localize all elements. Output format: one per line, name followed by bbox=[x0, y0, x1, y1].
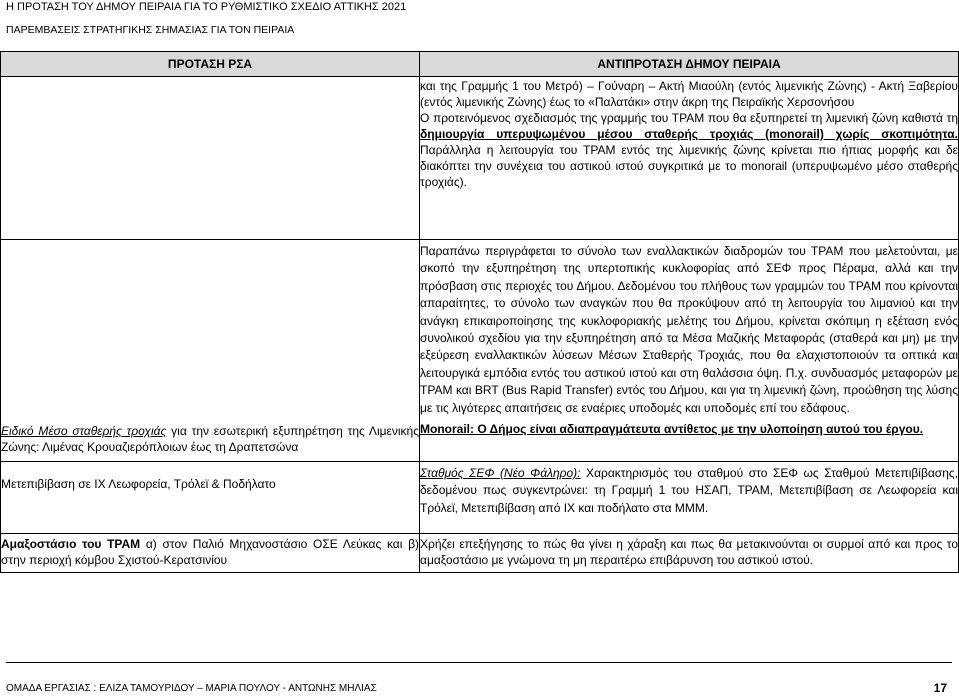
emphasis-text: Ο Δήμος είναι αδιαπραγμάτευτα αντίθετος με την υλοποίηση αυτού του έργου. bbox=[474, 422, 924, 437]
table-cell bbox=[1, 534, 420, 573]
comparison-table bbox=[0, 51, 959, 573]
table-cell bbox=[420, 462, 959, 534]
footer-team: ΟΜΑΔΑ ΕΡΓΑΣΙΑΣ : ΕΛΙΖΑ ΤΑΜΟΥΡΙΔΟΥ – ΜΑΡΙΑ ΠΟΥΛΟΥ - ΑΝΤΩΝΗΣ ΜΗΛΙΑΣ bbox=[6, 683, 377, 694]
document-header-subtitle: ΠΑΡΕΜΒΑΣΕΙΣ ΣΤΡΑΤΗΓΙΚΗΣ ΣΗΜΑΣΙΑΣ ΓΙΑ ΤΟΝ ΠΕΙΡΑΙΑ bbox=[6, 24, 295, 36]
table-cell bbox=[420, 77, 959, 240]
emphasis-text: Monorail: bbox=[420, 422, 474, 437]
paragraph: και της Γραμμής 1 του Μετρό) – Γούναρη – Ακτή Μιαούλη (εντός λιμενικής Ζώνης) - Ακτή Ξαβερίου (εντός λιμενικής Ζώνης) έως το «Παλατάκι» στην άκρη της Πειραϊκής Χερσονήσου bbox=[420, 79, 958, 109]
document-header-title: Η ΠΡΟΤΑΣΗ ΤΟΥ ΔΗΜΟΥ ΠΕΙΡΑΙΑ ΓΙΑ ΤΟ ΡΥΘΜΙΣΤΙΚΟ ΣΧΕΔΙΟ ΑΤΤΙΚΗΣ 2021 bbox=[6, 1, 407, 13]
table-cell: Μετεπιβίβαση σε ΙΧ Λεωφορεία, Τρόλεϊ & Ποδήλατο bbox=[1, 462, 420, 534]
page-number: 17 bbox=[933, 681, 947, 695]
emphasis-text: Σταθμός ΣΕΦ (Νέο Φάληρο): bbox=[420, 466, 581, 480]
paragraph bbox=[420, 421, 958, 438]
emphasis-text: Ειδικό Μέσο σταθερής τροχιάς bbox=[1, 424, 167, 438]
table-row bbox=[1, 240, 959, 462]
paragraph bbox=[420, 110, 958, 190]
emphasis-text: Αμαξοστάσιο του ΤΡΑΜ bbox=[1, 537, 141, 551]
table-header-row bbox=[1, 52, 959, 77]
table-cell: Χρήζει επεξήγησης το πώς θα γίνει η χάραξη και πως θα μετακινούνται οι συρμοί από και προς το αμαξοστάσιο με γνώμονα τη μη περαιτέρω επιβάρυνση του αστικού ιστού. bbox=[420, 534, 959, 573]
table-cell bbox=[1, 240, 420, 462]
table-row bbox=[1, 77, 959, 240]
footer-divider bbox=[6, 662, 952, 663]
table-cell bbox=[420, 240, 959, 462]
table-row bbox=[1, 462, 959, 534]
column-header-municipality: ΑΝΤΙΠΡΟΤΑΣΗ ΔΗΜΟΥ ΠΕΙΡΑΙΑ bbox=[420, 52, 959, 77]
table-cell-empty bbox=[1, 77, 420, 240]
paragraph: Παραπάνω περιγράφεται το σύνολο των εναλλακτικών διαδρομών του ΤΡΑΜ που μελετούνται, με σκοπό την εξυπηρέτηση της υπερτοπικής κυκλοφορίας από ΣΕΦ προς Πέραμα, αλλά και την πρόσβαση στις περιοχές του Δήμου. Δεδομένου του πλήθους των γραμμών του ΤΡΑΜ που κρίνονται απαραίτητες, το σύνολο των αναγκών που θα προκύψουν από τη λειτουργία του λιμανιού και την ανάγκη επικαιροποίησης της κυκλοφοριακής μελέτης του Δήμου, κρίνεται σκόπιμη η εξέταση ενός συνολικού σχεδίου για την εξυπηρέτηση από τα Μέσα Μαζικής Μεταφοράς (σταθερά και μη) με την εξεύρεση εναλλακτικών λύσεων Μέσων Σταθερής Τροχιάς, που θα ελαχιστοποιούν τα οπτικά και λειτουργικά εμπόδια εντός του αστικού ιστού και στη θαλάσσια όψη. Π.χ. συνδυασμός μεταφορών με ΤΡΑΜ και BRT (Bus Rapid Transfer) εντός του Δήμου, και για τη λιμενική ζώνη, προώθηση της λύσης με τις λιγότερες απαιτήσεις σε εναέριες υποδομές και υποδομές επί του εδάφους. bbox=[420, 244, 958, 415]
text-run: Χαρακτηρισμός του σταθμού στο ΣΕΦ ως Σταθμού Μετεπιβίβασης, δεδομένου πως συγκεντρώνει: τη Γραμμή 1 του ΗΣΑΠ, ΤΡΑΜ, Μετεπιβίβαση σε Λεωφορεία και Τρόλεϊ, Μετεπιβίβαση από ΙΧ και ποδήλατο στα ΜΜΜ. bbox=[420, 466, 958, 515]
text-run: Παράλληλα η λειτουργία του ΤΡΑΜ εντός της λιμενικής ζώνης κρίνεται πιο ήπιας μορφής και δε διακόπτει την συνέχεια του αστικού ιστού συγκριτικά με το monorail (υπερυψωμένο μέσο σταθερής τροχιάς). bbox=[420, 143, 958, 189]
text-run: Ο προτεινόμενος σχεδιασμός της γραμμής του ΤΡΑΜ που θα εξυπηρετεί τη λιμενική ζώνη καθιστά τη bbox=[420, 111, 958, 125]
column-header-rsa: ΠΡΟΤΑΣΗ ΡΣΑ bbox=[1, 52, 420, 77]
table-row bbox=[1, 534, 959, 573]
text-run: για την εσωτερική εξυπηρέτηση της Λιμενικής Ζώνης: Λιμένας Κρουαζιερόπλοιων έως τη Δραπετσώνα bbox=[1, 424, 419, 454]
text-run: α) στον Παλιό Μηχανοστάσιο ΟΣΕ Λεύκας και β) στην περιοχή κόμβου Σχιστού-Κερατσινίου bbox=[1, 537, 419, 567]
emphasis-text: δημιουργία υπερυψωμένου μέσου σταθερής τροχιάς (monorail) χωρίς σκοπιμότητα. bbox=[420, 127, 958, 141]
